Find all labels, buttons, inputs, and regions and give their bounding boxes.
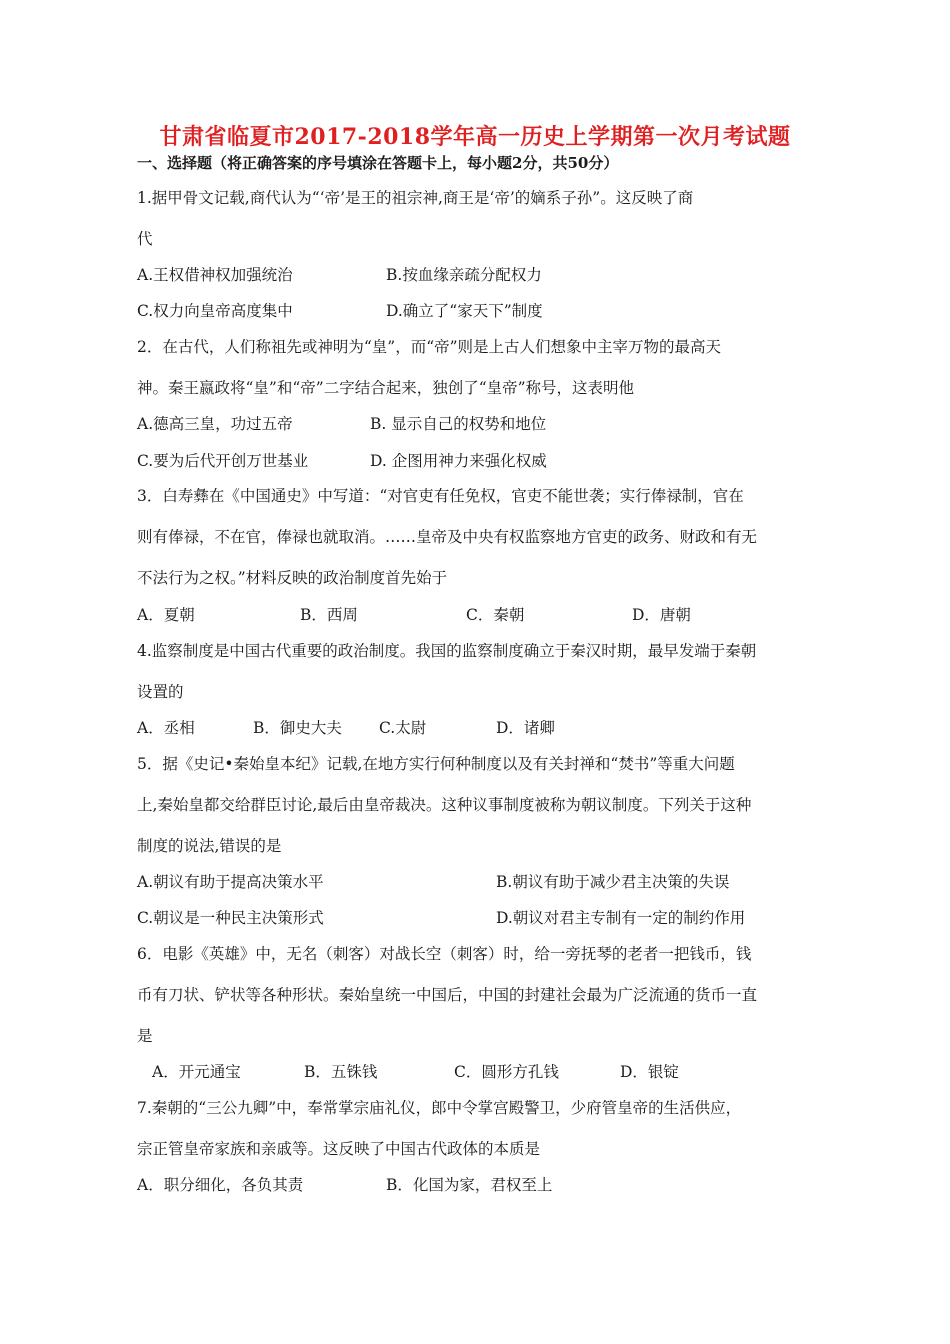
- question-5-line-2: 上,秦始皇都交给群臣讨论,最后由皇帝裁决。这种议事制度被称为朝议制度。下列关于这种: [137, 796, 752, 814]
- question-2-option-c: C.要为后代开创万世基业: [137, 452, 309, 470]
- question-2-option-b: B. 显示自己的权势和地位: [370, 415, 547, 433]
- question-5-option-b: B.朝议有助于减少君主决策的失误: [496, 873, 730, 891]
- question-7-line-2: 宗正管皇帝家族和亲戚等。这反映了中国古代政体的本质是: [137, 1140, 541, 1158]
- question-3-option-d: D．唐朝: [632, 606, 691, 624]
- question-4-option-b: B．御史大夫: [253, 719, 342, 737]
- question-6-line-3: 是: [137, 1027, 153, 1045]
- question-3-option-b: B．西周: [300, 606, 358, 624]
- question-1-option-d: D.确立了“家天下”制度: [386, 302, 543, 320]
- question-5-option-a: A.朝议有助于提高决策水平: [137, 873, 324, 891]
- question-2-line-2: 神。秦王嬴政将“皇”和“帝”二字结合起来，独创了“皇帝”称号，这表明他: [137, 379, 635, 397]
- question-1-option-a: A.王权借神权加强统治: [137, 266, 293, 284]
- question-3-line-2: 则有俸禄，不在官，俸禄也就取消。……皇帝及中央有权监察地方官吏的政务、财政和有无: [137, 528, 758, 546]
- question-7-option-b: B．化国为家，君权至上: [386, 1176, 553, 1194]
- section-heading: 一、选择题（将正确答案的序号填涂在答题卡上，每小题2分，共50分）: [137, 154, 619, 172]
- question-3-line-3: 不法行为之权。”材料反映的政治制度首先始于: [137, 569, 448, 587]
- question-1-option-b: B.按血缘亲疏分配权力: [386, 266, 542, 284]
- question-6-option-b: B．五铢钱: [304, 1063, 378, 1081]
- question-1-line-1: 1.据甲骨文记载,商代认为“‘帝’是王的祖宗神,商王是‘帝’的嫡系子孙”。这反映了商: [137, 189, 694, 207]
- question-5-option-c: C.朝议是一种民主决策形式: [137, 909, 324, 927]
- question-5-line-1: 5．据《史记•秦始皇本纪》记载,在地方实行何种制度以及有关封禅和“焚书”等重大问题: [137, 755, 735, 773]
- question-4-option-c: C.太尉: [379, 719, 427, 737]
- question-1-option-c: C.权力向皇帝高度集中: [137, 302, 293, 320]
- question-6-line-2: 币有刀状、铲状等各种形状。秦始皇统一中国后，中国的封建社会最为广泛流通的货币一直: [137, 986, 758, 1004]
- question-4-option-d: D．诸卿: [496, 719, 555, 737]
- page-title: 甘肃省临夏市2017-2018学年高一历史上学期第一次月考试题: [159, 124, 791, 150]
- question-3-option-c: C．秦朝: [466, 606, 525, 624]
- question-6-option-c: C．圆形方孔钱: [454, 1063, 559, 1081]
- question-1-line-2: 代: [137, 230, 153, 248]
- question-6-option-a: A．开元通宝: [152, 1063, 241, 1081]
- question-3-line-1: 3．白寿彝在《中国通史》中写道：“对官吏有任免权，官吏不能世袭；实行俸禄制，官在: [137, 487, 744, 505]
- question-3-option-a: A．夏朝: [137, 606, 195, 624]
- question-5-option-d: D.朝议对君主专制有一定的制约作用: [496, 909, 746, 927]
- question-6-line-1: 6．电影《英雄》中，无名（刺客）对战长空（刺客）时，给一旁抚琴的老者一把钱币，钱: [137, 945, 752, 963]
- question-2-option-d: D. 企图用神力来强化权威: [370, 452, 547, 470]
- question-7-line-1: 7.秦朝的“三公九卿”中，奉常掌宗庙礼仪，郎中令掌宫殿警卫，少府管皇帝的生活供应，: [137, 1099, 742, 1117]
- question-6-option-d: D．银锭: [620, 1063, 679, 1081]
- question-4-option-a: A．丞相: [137, 719, 195, 737]
- question-7-option-a: A．职分细化，各负其责: [137, 1176, 304, 1194]
- question-4-line-1: 4.监察制度是中国古代重要的政治制度。我国的监察制度确立于秦汉时期，最早发端于秦朝: [137, 642, 757, 660]
- question-2-option-a: A.德高三皇，功过五帝: [137, 415, 293, 433]
- question-4-line-2: 设置的: [137, 683, 184, 701]
- question-2-line-1: 2．在古代，人们称祖先或神明为“皇”，而“帝”则是上古人们想象中主宰万物的最高天: [137, 338, 722, 356]
- question-5-line-3: 制度的说法,错误的是: [137, 837, 282, 855]
